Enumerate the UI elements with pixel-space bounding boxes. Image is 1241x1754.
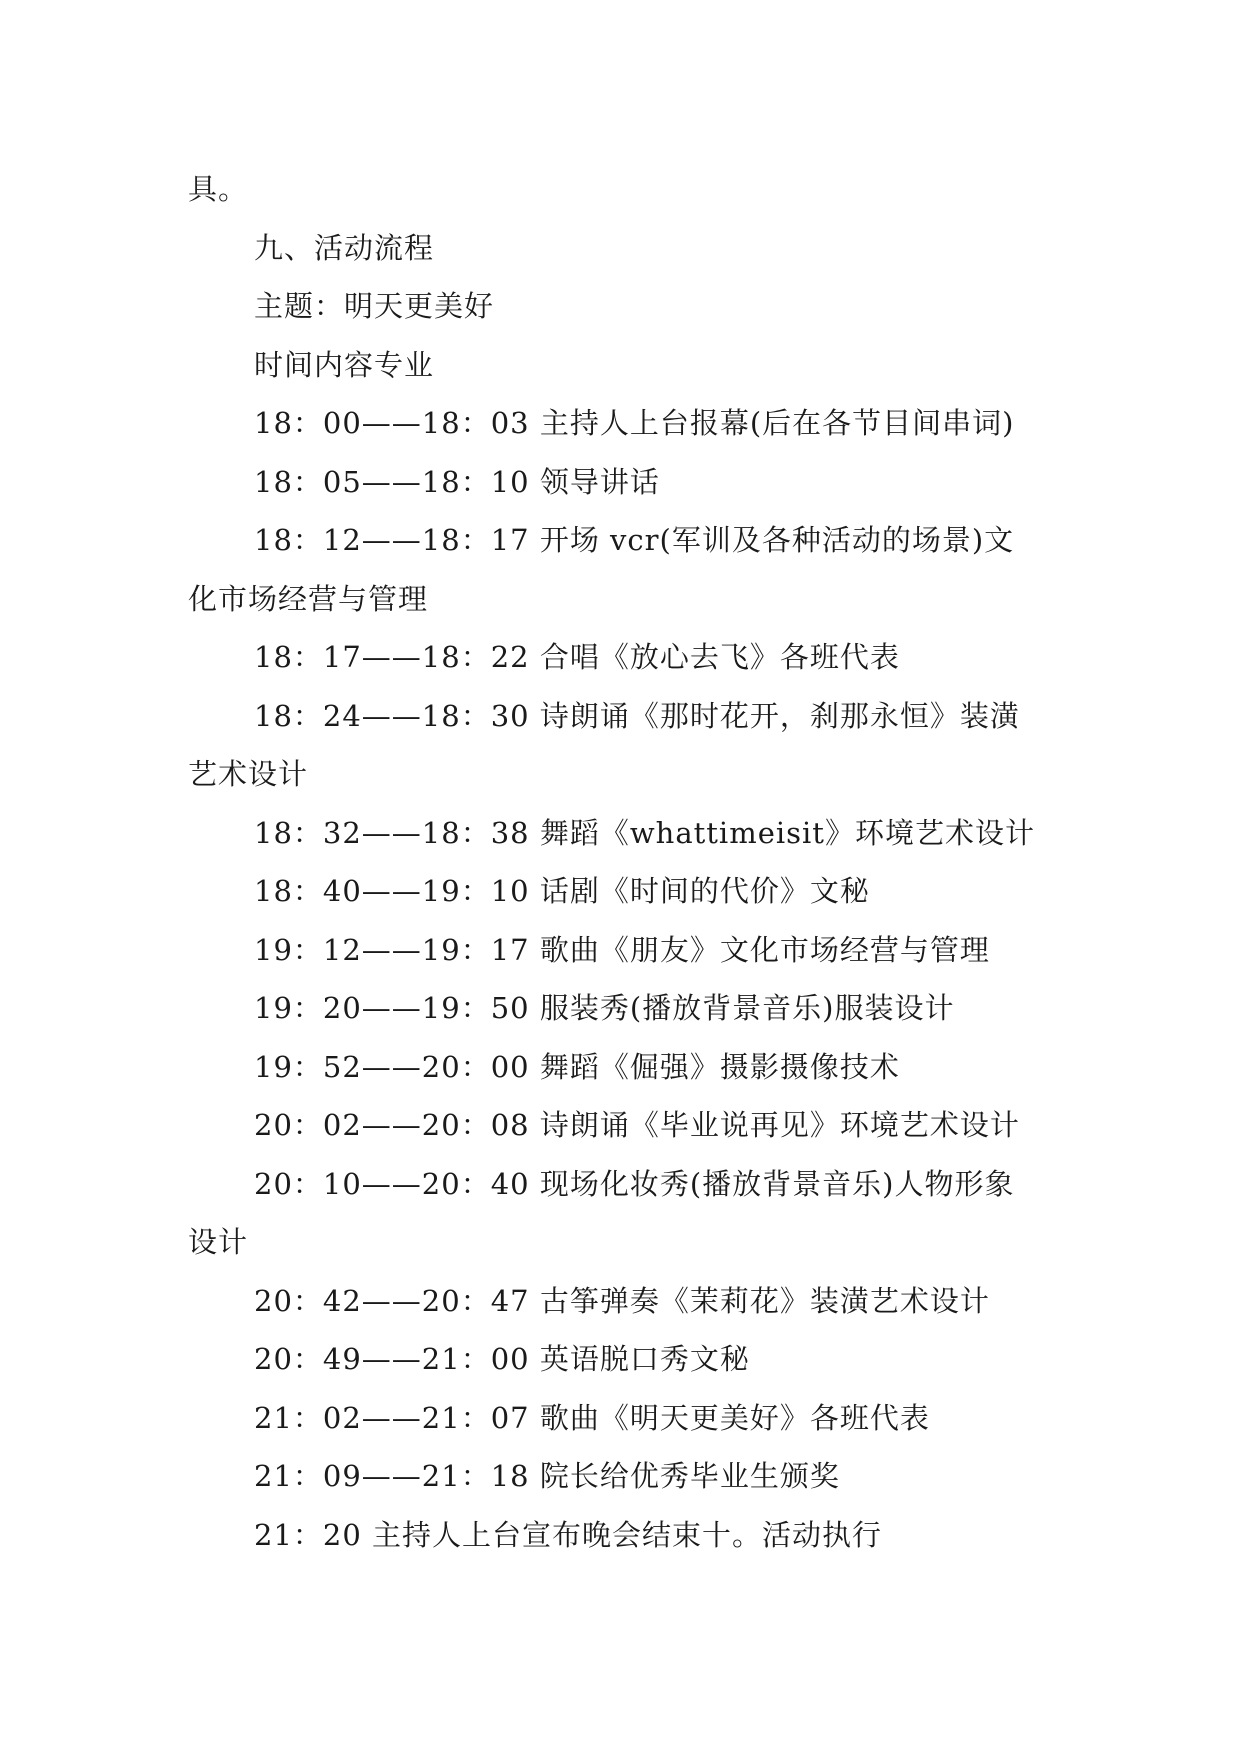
text-line: 九、活动流程 — [254, 230, 435, 265]
text-line: 时间内容专业 — [254, 347, 435, 382]
text-line: 具。 — [188, 172, 249, 206]
text-line: 19：52——20：00 舞蹈《倔强》摄影摄像技术 — [254, 1049, 900, 1084]
text-line: 化市场经营与管理 — [188, 581, 429, 616]
text-line: 21：09——21：18 院长给优秀毕业生颁奖 — [254, 1459, 840, 1493]
text-line: 19：20——19：50 服装秀(播放背景音乐)服装设计 — [254, 991, 955, 1025]
document-body — [188, 160, 1068, 1564]
text-line: 18：40——19：10 话剧《时间的代价》文秘 — [254, 874, 870, 908]
text-line: 20：49——21：00 英语脱口秀文秘 — [254, 1342, 750, 1376]
text-line: 18：05——18：10 领导讲话 — [254, 464, 660, 499]
text-line: 21：02——21：07 歌曲《明天更美好》各班代表 — [254, 1400, 930, 1435]
text-line: 21：20 主持人上台宣布晚会结束十。活动执行 — [254, 1517, 883, 1552]
text-line: 18：17——18：22 合唱《放心去飞》各班代表 — [254, 640, 900, 674]
text-line: 18：32——18：38 舞蹈《whattimeisit》环境艺术设计 — [254, 815, 1035, 850]
text-line: 设计 — [188, 1225, 249, 1259]
text-line: 20：42——20：47 古筝弹奏《茉莉花》装潢艺术设计 — [254, 1283, 990, 1318]
text-line: 18：12——18：17 开场 vcr(军训及各种活动的场景)文 — [254, 523, 1015, 557]
text-line: 20：02——20：08 诗朗诵《毕业说再见》环境艺术设计 — [254, 1108, 1020, 1142]
text-line: 18：24——18：30 诗朗诵《那时花开，刹那永恒》装潢 — [254, 698, 1020, 733]
text-line: 艺术设计 — [188, 757, 309, 791]
text-line: 主题：明天更美好 — [254, 289, 495, 323]
text-line: 20：10——20：40 现场化妆秀(播放背景音乐)人物形象 — [254, 1166, 1015, 1201]
text-line: 19：12——19：17 歌曲《朋友》文化市场经营与管理 — [254, 932, 990, 967]
text-line: 18：00——18：03 主持人上台报幕(后在各节目间串词) — [254, 406, 1015, 440]
